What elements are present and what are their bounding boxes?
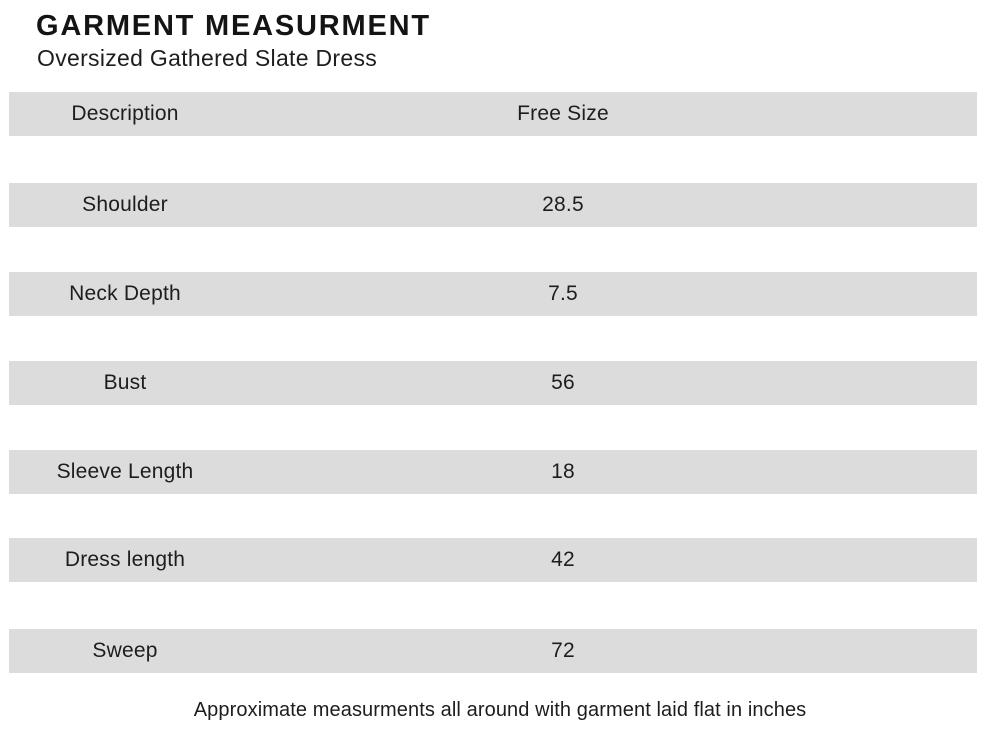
measurement-value: 18 <box>551 460 575 483</box>
measurement-value: 56 <box>551 371 575 394</box>
measurement-value: 7.5 <box>548 282 578 305</box>
measurement-label: Bust <box>103 371 147 394</box>
column-header-free-size: Free Size <box>517 102 609 125</box>
table-header-row <box>9 92 977 136</box>
product-name: Oversized Gathered Slate Dress <box>37 45 378 71</box>
table-row-neck-depth <box>9 272 977 316</box>
measurement-label: Sleeve Length <box>56 460 194 483</box>
measurement-label: Shoulder <box>82 193 168 216</box>
column-header-description: Description <box>71 102 179 125</box>
table-row-bust <box>9 361 977 405</box>
table-row-sweep <box>9 629 977 673</box>
measurement-value: 28.5 <box>542 193 584 216</box>
measurement-label: Neck Depth <box>69 282 181 305</box>
table-row-sleeve-length <box>9 450 977 494</box>
page-title: GARMENT MEASURMENT <box>36 10 431 42</box>
table-row-dress-length <box>9 538 977 582</box>
measurement-label: Dress length <box>64 548 186 571</box>
measurement-value: 42 <box>551 548 575 571</box>
measurement-value: 72 <box>551 639 575 662</box>
table-row-shoulder <box>9 183 977 227</box>
measurement-footnote: Approximate measurments all around with garment laid flat in inches <box>193 699 807 721</box>
measurement-label: Sweep <box>92 639 158 662</box>
